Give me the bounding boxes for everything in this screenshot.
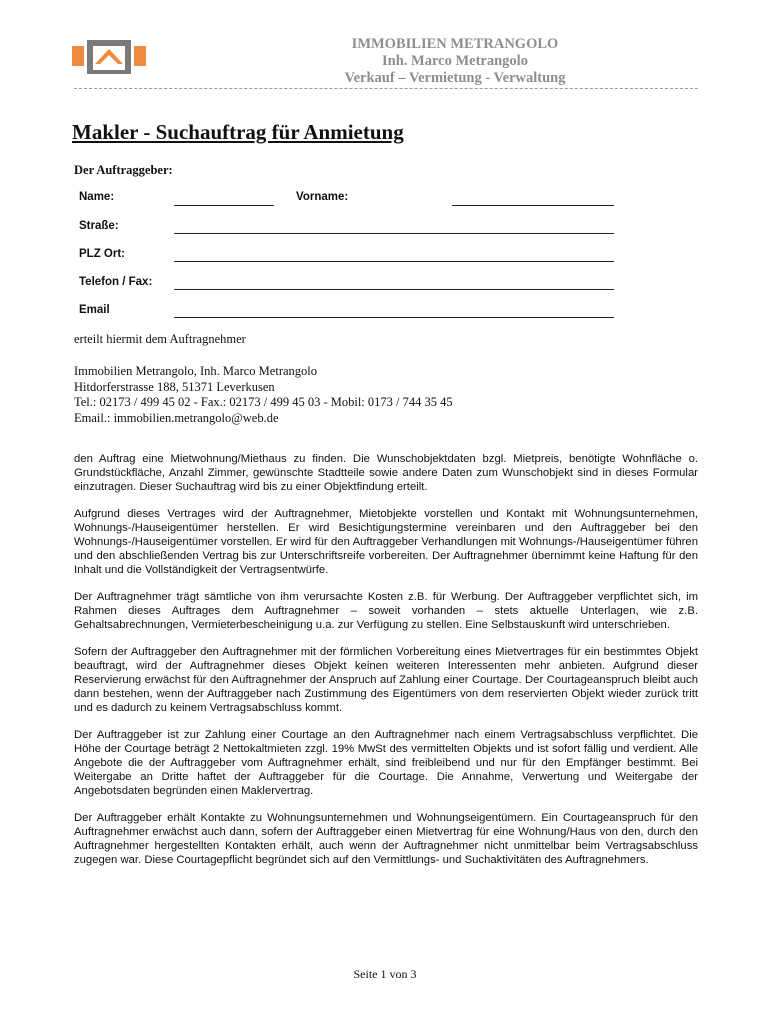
name-field[interactable]	[174, 205, 274, 206]
telefon-fax-field[interactable]	[174, 289, 614, 290]
vorname-field[interactable]	[452, 205, 614, 206]
agent-block	[74, 364, 453, 426]
strasse-label: Straße:	[79, 220, 119, 232]
email-field[interactable]	[174, 317, 614, 318]
company-services: Verkauf – Vermietung - Verwaltung	[344, 70, 566, 86]
client-section-heading: Der Auftraggeber:	[74, 163, 173, 177]
house-logo-icon	[72, 38, 146, 76]
company-name: IMMOBILIEN METRANGOLO	[351, 36, 559, 52]
page-number: Seite 1 von 3	[353, 967, 417, 981]
name-label: Name:	[79, 191, 115, 203]
agent-address: Hitdorferstrasse 188, 51371 Leverkusen	[74, 379, 275, 394]
terms-paragraph: Der Auftraggeber erhält Kontakte zu Wohnungsunternehmen und Wohnungseigentümern. Ein Courtageanspruch für den Auftragnehmer erwächst auch dann, sofern der Auftraggeber einen Mietvertrag für eine Wohnung/Haus von den, durch den Auftragnehmer hergestellten Kontakten erhält, auch wenn der Auftragnehmer nicht unmittelbar beim Vertragsabschluss zugegen war. Diese Courtagepflicht begründet sich auf den Vermittlungs- und Suchaktivitäten des Auftragnehmers.	[74, 812, 698, 866]
document-title: Makler - Suchauftrag für Anmietung	[72, 120, 404, 144]
terms-paragraph: Aufgrund dieses Vertrages wird der Auftragnehmer, Mietobjekte vorstellen und Kontakt mit Wohnungsunternehmen, Wohnungs-/Hauseigentümer herstellen. Er wird Besichtigungstermine vereinbaren und den Auftraggeber bei den Wohnungs-/Hauseigentümer vorstellen. Er wird für den Auftraggeber Verhandlungen mit Wohnungs-/Hauseigentümer führen und den abschließenden Vertrag bis zur Unterschriftsreife vorbereiten. Der Auftragnehmer übernimmt keine Haftung für den Inhalt und die Vollständigkeit der Vertragsentwürfe.	[74, 508, 698, 576]
company-owner: Inh. Marco Metrangolo	[382, 53, 528, 69]
agent-name: Immobilien Metrangolo, Inh. Marco Metrangolo	[74, 364, 317, 378]
plz-ort-field[interactable]	[174, 261, 614, 262]
intro-text: erteilt hiermit dem Auftragnehmer	[74, 332, 246, 346]
header-divider	[74, 88, 698, 89]
plz-ort-label: PLZ Ort:	[79, 248, 125, 260]
letterhead	[300, 36, 610, 87]
strasse-field[interactable]	[174, 233, 614, 234]
telefon-fax-label: Telefon / Fax:	[79, 276, 153, 288]
agent-email: Email.: immobilien.metrangolo@web.de	[74, 410, 279, 425]
terms-paragraph: Sofern der Auftraggeber den Auftragnehmer mit der förmlichen Vorbereitung eines Mietvertrages für ein bestimmtes Objekt beauftragt, wird der Auftragnehmer dieses Objekt keinen weiteren Interessenten mehr anbieten. Aufgrund dieser Reservierung erwächst für den Auftragnehmer der Anspruch auf Zahlung einer Courtage. Der Courtageanspruch bleibt auch dann bestehen, wenn der Auftraggeber nach Zustimmung des Eigentümers von dem reservierten Objekt wieder zurück tritt und es dadurch zu keinem Vertragsabschluss kommt.	[74, 646, 698, 714]
email-label: Email	[79, 304, 110, 316]
terms-paragraph: Der Auftragnehmer trägt sämtliche von ihm verursachte Kosten z.B. für Werbung. Der Auftraggeber verpflichtet sich, im Rahmen dieses Auftrages dem Auftragnehmer – soweit vorhanden – stets aktuelle Unterlagen, wie z.B. Gehaltsabrechnungen, Vermieterbescheinigung u.a. zur Verfügung zu stellen. Eine Selbstauskunft wird unterschrieben.	[74, 591, 698, 631]
terms-paragraph: Der Auftraggeber ist zur Zahlung einer Courtage an den Auftragnehmer nach einem Vertragsabschluss verpflichtet. Die Höhe der Courtage beträgt 2 Nettokaltmieten zzgl. 19% MwSt des vermittelten Objekts und ist sofort fällig und verdient. Alle Angebote die der Auftraggeber vom Auftragnehmer erhält, sind freibleibend und nur für den Empfänger bestimmt. Bei Weitergabe an Dritte haftet der Auftraggeber für die Courtage. Die Annahme, Verwertung und Weitergabe der Angebotsdaten begründen einen Maklervertrag.	[74, 729, 698, 797]
agent-phones: Tel.: 02173 / 499 45 02 - Fax.: 02173 / 499 45 03 - Mobil: 0173 / 744 35 45	[74, 395, 453, 409]
vorname-label: Vorname:	[296, 191, 349, 203]
terms-paragraph: den Auftrag eine Mietwohnung/Miethaus zu finden. Die Wunschobjektdaten bzgl. Mietpreis, benötigte Wohnfläche o. Grundstückfläche, Anzahl Zimmer, gewünschte Stadtteile sowie andere Daten zum Wunschobjekt sind in dieses Formular einzutragen. Dieser Suchauftrag wird bis zu einer Objektfindung erteilt.	[74, 453, 698, 493]
contract-terms	[74, 452, 698, 880]
